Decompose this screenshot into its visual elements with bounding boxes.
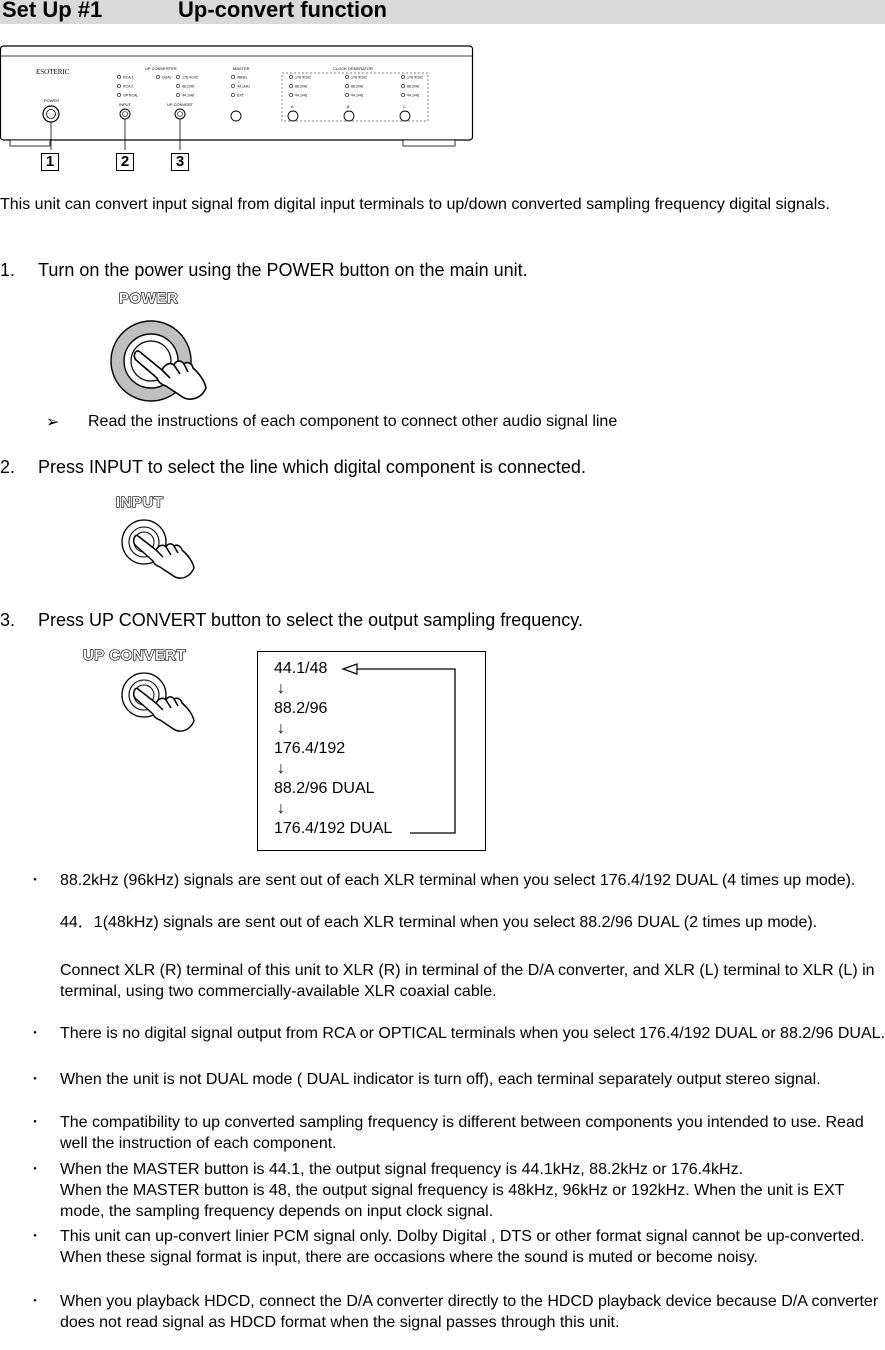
svg-text:A: A — [291, 105, 294, 109]
bullet-1-line-2: 44．1(48kHz) signals are sent out of each XLR terminal when you select 88.2/96 DUAL (2 times up mode). — [60, 914, 818, 931]
step-3-number: 3. — [0, 610, 16, 630]
flow-item-176-4: 176.4/192 — [274, 740, 346, 757]
bullet-1-line-1: 88.2kHz (96kHz) signals are sent out of each XLR terminal when you select 176.4/192 DUAL (4 times up mode). — [60, 872, 856, 889]
svg-text:44.1/48: 44.1/48 — [295, 93, 307, 98]
callout-3: 3 — [171, 153, 189, 171]
step-1-text: Turn on the power using the POWER button on the main unit. — [38, 260, 528, 280]
step-1-number: 1. — [0, 260, 16, 280]
panel-clock-b-button[interactable] — [344, 111, 354, 121]
brand-logo: ESOTERIC — [36, 68, 70, 76]
callout-2: 2 — [116, 153, 134, 171]
flow-arrow-3: ↓ — [277, 760, 285, 777]
section-number: Set Up #1 — [2, 0, 103, 22]
svg-text:88.2/96: 88.2/96 — [182, 84, 194, 89]
power-button-caption: POWER — [119, 290, 179, 307]
panel-up-convert-button[interactable] — [175, 109, 185, 119]
flow-arrow-1: ↓ — [277, 680, 285, 697]
up-convert-button-illustration — [116, 671, 206, 737]
input-button-caption: INPUT — [116, 494, 164, 511]
flow-item-88-2-dual: 88.2/96 DUAL — [274, 780, 375, 797]
svg-text:88.2/96: 88.2/96 — [407, 84, 419, 89]
step-1 — [0, 259, 885, 281]
up-converter-heading: UP CONVERTER — [145, 66, 177, 71]
panel-power-button[interactable] — [43, 106, 59, 122]
flow-item-176-4-dual: 176.4/192 DUAL — [274, 820, 393, 837]
svg-text:44.1/48: 44.1/48 — [182, 93, 194, 98]
svg-text:176.4/192: 176.4/192 — [182, 75, 198, 80]
svg-text:B: B — [347, 105, 350, 109]
intro-paragraph: This unit can convert input signal from digital input terminals to up/down converted sampling frequency digital signals. — [0, 196, 830, 213]
svg-text:88.2/96: 88.2/96 — [295, 84, 307, 89]
bullet-3: When the unit is not DUAL mode ( DUAL indicator is turn off), each terminal separately output stereo signal. — [60, 1071, 821, 1088]
bullet-7: When you playback HDCD, connect the D/A converter directly to the HDCD playback device because D/A converter does not read signal as HDCD format when the signal passes through this unit. — [60, 1293, 879, 1332]
panel-foot-right — [403, 140, 455, 146]
bullet-5-line-1: When the MASTER button is 44.1, the output signal frequency is 44.1kHz, 88.2kHz or 176.4kHz. — [60, 1161, 744, 1178]
svg-text:DUAL: DUAL — [162, 75, 172, 80]
step-3-text: Press UP CONVERT button to select the output sampling frequency. — [38, 610, 583, 630]
notes-list: ・ 88.2kHz (96kHz) signals are sent out of each XLR terminal when you select 176.4/192 DUAL (4 times up mode). 44．1(48kHz) signals are sent out of each XLR terminal when you select 88.2/96 DUAL (2 times up mode). Connect XLR (R) terminal of this unit to XLR (R) in terminal of the D/A converter, and XLR (L) terminal to XLR (L) in terminal, using two commercially-available XLR coaxial cable. ・ There is no digital signal output from RCA or OPTICAL terminals when you select 176.4/192 DUAL or 88.2/96 DUAL. ・ When the unit is not DUAL mode ( DUAL indicator is turn off), each terminal separately output stereo signal. ・ The compatibility to up converted sampling frequency is different between components you intended to use. Read well the instruction of each component. ・ When the MASTER button is 44.1, the output signal frequency is 44.1kHz, 88.2kHz or 176.4kHz. When the MASTER button is 48, the output signal frequency is 48kHz, 96kHz or 192kHz. When the unit is EXT mode, the sampling frequency depends on input clock signal. ・ This unit can up-convert linier PCM signal only. Dolby Digital , DTS or other format signal cannot be up-converted. When these signal format is input, there are occasions where the sound is muted or become noisy. ・ When you playback HDCD, connect the D/A converter directly to the HDCD playback device because D/A converter does not read signal as HDCD format when the signal passes through this unit. — [0, 868, 885, 1350]
svg-text:C: C — [403, 105, 406, 109]
flow-arrow-4: ↓ — [277, 800, 285, 817]
svg-text:EXT: EXT — [237, 93, 244, 98]
step-3 — [0, 609, 885, 631]
panel-clock-a-button[interactable] — [288, 111, 298, 121]
section-header — [0, 0, 885, 24]
section-title: Up-convert function — [178, 0, 387, 22]
svg-text:RCA 1: RCA 1 — [123, 75, 134, 80]
step-2-text: Press INPUT to select the line which digital component is connected. — [38, 457, 586, 477]
svg-text:OPTICAL: OPTICAL — [123, 93, 139, 98]
step-2 — [0, 456, 885, 478]
svg-text:88.2/96: 88.2/96 — [351, 84, 363, 89]
input-button-illustration — [116, 518, 206, 584]
panel-foot-left — [10, 140, 50, 146]
svg-text:44.1/48: 44.1/48 — [351, 93, 363, 98]
panel-up-convert-label: UP CONVERT — [167, 102, 194, 107]
svg-text:44.1/48: 44.1/48 — [407, 93, 419, 98]
panel-power-label: POWER — [44, 98, 60, 103]
flow-arrow-2: ↓ — [277, 720, 285, 737]
panel-input-button[interactable] — [120, 109, 130, 119]
svg-text:RCA 2: RCA 2 — [123, 84, 134, 89]
frequency-cycle-diagram — [257, 651, 486, 851]
bullet-4: The compatibility to up converted sampling frequency is different between components you intended to use. Read well the instruction of each component. — [60, 1114, 864, 1153]
svg-text:176.4/192: 176.4/192 — [351, 75, 367, 80]
power-button-illustration — [110, 318, 215, 403]
clock-generator-heading: CLOCK GENERATOR — [333, 66, 373, 71]
panel-clock-c-button[interactable] — [400, 111, 410, 121]
master-heading: MASTER — [233, 66, 250, 71]
svg-text:48kHz: 48kHz — [237, 75, 248, 80]
step-2-number: 2. — [0, 457, 16, 477]
flow-item-44-1: 44.1/48 — [274, 660, 328, 677]
bullet-5-line-2: When the MASTER button is 48, the output signal frequency is 48kHz, 96kHz or 192kHz. When the unit is EXT mode, the sampling frequency depends on input clock signal. — [60, 1182, 845, 1221]
bullet-1-line-3: Connect XLR (R) terminal of this unit to XLR (R) in terminal of the D/A converter, and XLR (L) terminal to XLR (L) in terminal, using two commercially-available XLR coaxial cable. — [60, 962, 875, 1001]
bullet-2: There is no digital signal output from RCA or OPTICAL terminals when you select 176.4/192 DUAL or 88.2/96 DUAL. — [60, 1025, 885, 1042]
svg-text:44.1kHz: 44.1kHz — [237, 84, 251, 89]
svg-text:176.4/192: 176.4/192 — [295, 75, 311, 80]
panel-master-button[interactable] — [231, 111, 241, 121]
svg-text:176.4/192: 176.4/192 — [407, 75, 423, 80]
list-item: ・ 88.2kHz (96kHz) signals are sent out of each XLR terminal when you select 176.4/192 DUAL (4 times up mode). 44．1(48kHz) signals are sent out of each XLR terminal when you select 88.2/96 DUAL (2 times up mode). Connect XLR (R) terminal of this unit to XLR (R) in terminal of the D/A converter, and XLR (L) terminal to XLR (L) in terminal, using two commercially-available XLR coaxial cable. — [0, 868, 885, 1004]
panel-input-label: INPUT — [119, 102, 131, 107]
up-convert-button-caption: UP CONVERT — [83, 647, 187, 664]
note-marker: ➢ — [46, 414, 60, 431]
flow-item-88-2: 88.2/96 — [274, 700, 328, 717]
note-text: Read the instructions of each component to connect other audio signal line — [88, 413, 618, 430]
bullet-6: This unit can up-convert linier PCM signal only. Dolby Digital , DTS or other format signal cannot be up-converted. When these signal format is input, there are occasions where the sound is muted or become noisy. — [60, 1228, 865, 1267]
callout-1: 1 — [41, 153, 59, 171]
front-panel-illustration — [0, 40, 480, 175]
return-arrow — [258, 652, 487, 852]
